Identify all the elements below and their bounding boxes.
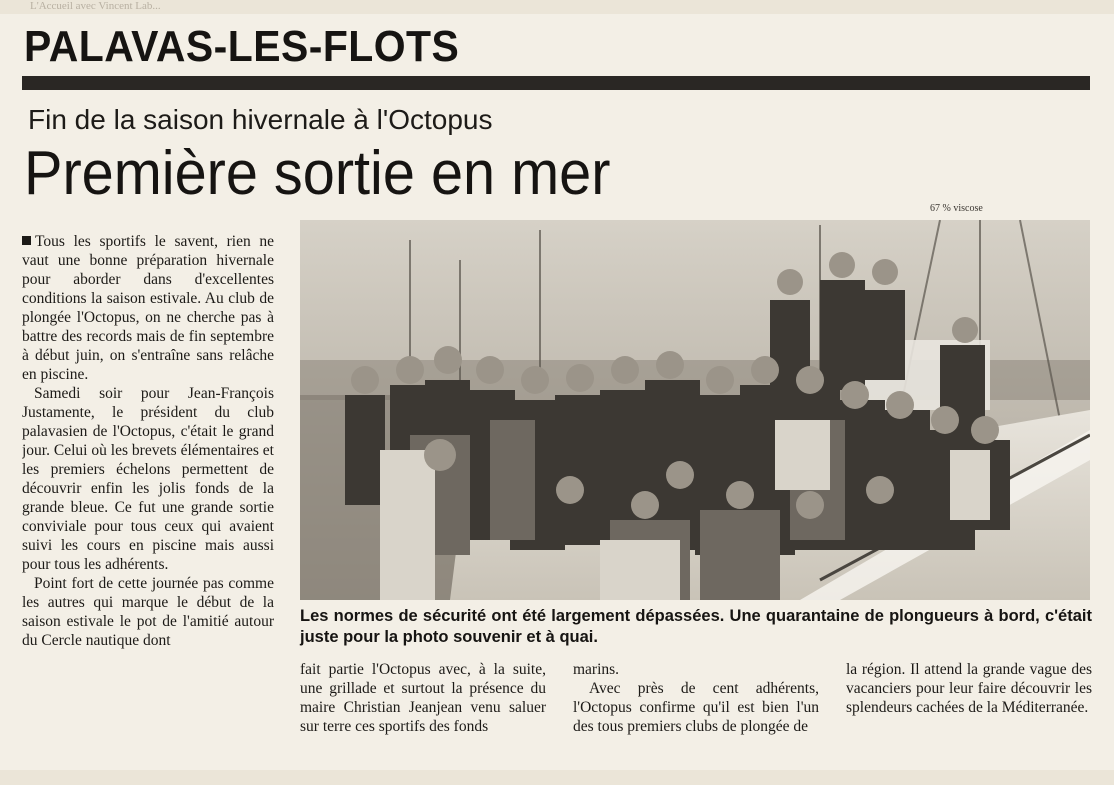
group-photo-illustration — [300, 220, 1090, 600]
paragraph-2: Samedi soir pour Jean-François Justamente, le président du club palavasien de l'Octopus, c'était le grand jour. Celui où les brevets élémentaires et les premiers échelons permettent de découvrir enfin les jolis fonds de la grande bleue. Ce fut une grande sortie conviviale pour tous ceux qui avaient suivi les cours en piscine mais aussi pour tous les adhérents. — [22, 385, 274, 573]
article-column-bottom-2 — [573, 660, 819, 736]
photo-caption: Les normes de sécurité ont été largement dépassées. Une quarantaine de plongueurs à bord, c'était juste pour la photo souvenir et à quai. — [300, 607, 1092, 646]
article-column-bottom-1 — [300, 660, 546, 736]
background-fragment: L'Accueil avec Vincent Lab... — [30, 0, 161, 12]
group-photo — [300, 220, 1090, 600]
column-2-text-a: marins. — [573, 661, 620, 678]
paragraph-1 — [22, 232, 274, 384]
column-3-text: la région. Il attend la grande vague des vacanciers pour leur faire découvrir les splendeurs cachées de la Méditerranée. — [846, 661, 1092, 716]
section-title: PALAVAS-LES-FLOTS — [24, 22, 460, 71]
page-bottom-edge — [0, 770, 1114, 785]
article-column-bottom-3 — [846, 660, 1092, 717]
column-2-text-b: Avec près de cent adhérents, l'Octopus confirme qu'il est bien l'un des tous premiers clubs de plongée de — [573, 680, 819, 735]
photo-credit: 67 % viscose — [930, 203, 983, 214]
section-rule — [22, 76, 1090, 90]
article-kicker: Fin de la saison hivernale à l'Octopus — [28, 104, 493, 135]
article-column-left — [22, 232, 274, 760]
paragraph-3: Point fort de cette journée pas comme les autres qui marque le début de la saison estivale le pot de l'amitié autour du Cercle nautique dont — [22, 575, 274, 649]
bullet-icon — [22, 236, 31, 245]
article-headline: Première sortie en mer — [24, 139, 611, 208]
paragraph-1-text: Tous les sportifs le savent, rien ne vaut une bonne préparation hivernale pour aborder dans d'excellentes conditions la saison estivale. Au club de plongée l'Octopus, on ne cherche pas à battre des records mais de fin septembre à début juin, on s'entraîne sans relâche en piscine. — [22, 233, 274, 383]
page-top-edge — [0, 0, 1114, 14]
column-1-text: fait partie l'Octopus avec, à la suite, une grillade et surtout la présence du maire Christian Jeanjean venu saluer sur terre ces sportifs des fonds — [300, 661, 546, 735]
